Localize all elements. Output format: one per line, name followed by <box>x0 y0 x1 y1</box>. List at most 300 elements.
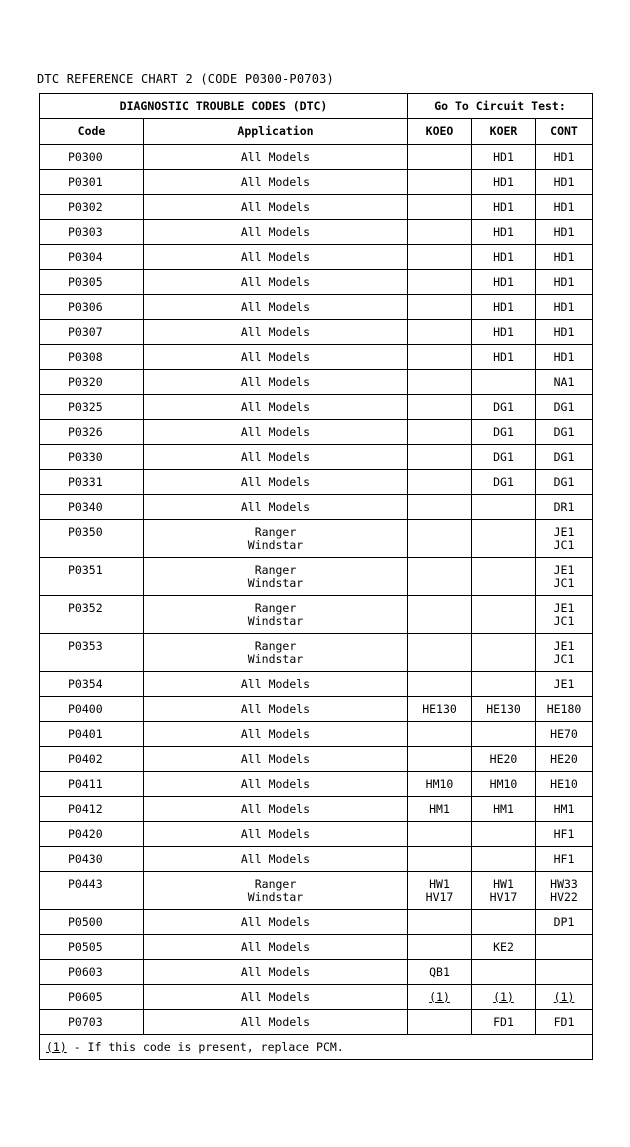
dtc-code-cell: P0304 <box>40 245 144 270</box>
app-value: All Models <box>240 200 311 214</box>
koer-value: KE2 <box>493 940 514 954</box>
koer-value: HD1 <box>493 350 514 364</box>
app-value: Windstar <box>247 537 304 552</box>
table-row <box>40 558 593 596</box>
app-value: All Models <box>240 275 311 289</box>
koeo-cell <box>408 395 472 420</box>
koer-value: (1) <box>493 990 514 1004</box>
cont-value: DG1 <box>553 425 575 439</box>
koer-cell <box>472 722 536 747</box>
app-value: All Models <box>240 375 311 389</box>
cont-cell <box>536 672 593 697</box>
cont-cell <box>536 772 593 797</box>
cont-cell <box>536 195 593 220</box>
cont-cell <box>536 295 593 320</box>
table-row <box>40 220 593 245</box>
cont-value: JC1 <box>553 651 575 666</box>
app-cell <box>144 697 408 722</box>
koeo-cell <box>408 797 472 822</box>
app-cell <box>144 960 408 985</box>
koer-value: HD1 <box>493 200 514 214</box>
koeo-cell <box>408 634 472 672</box>
app-cell <box>144 145 408 170</box>
app-value: All Models <box>240 752 311 766</box>
dtc-code-cell: P0331 <box>40 470 144 495</box>
cont-value: HD1 <box>553 200 575 214</box>
koer-value: FD1 <box>493 1015 514 1029</box>
koer-value: HM1 <box>493 802 514 816</box>
dtc-code-cell: P0353 <box>40 634 144 672</box>
cont-cell <box>536 245 593 270</box>
cont-value: JC1 <box>553 537 575 552</box>
footnote-text: - If this code is present, replace PCM. <box>66 1039 344 1054</box>
app-value: Ranger <box>254 877 297 891</box>
application-column-header: Application <box>144 119 408 145</box>
cont-value: HD1 <box>553 150 575 164</box>
dtc-code-cell: P0412 <box>40 797 144 822</box>
cont-value: DG1 <box>553 475 575 489</box>
cont-cell <box>536 960 593 985</box>
dtc-code-cell: P0400 <box>40 697 144 722</box>
table-row <box>40 195 593 220</box>
cont-value: JE1 <box>553 525 575 539</box>
koer-value: HD1 <box>493 225 514 239</box>
app-value: All Models <box>240 1015 311 1029</box>
koer-cell <box>472 822 536 847</box>
app-cell <box>144 596 408 634</box>
cont-value: JC1 <box>553 575 575 590</box>
koer-value: DG1 <box>493 425 514 439</box>
koer-cell <box>472 445 536 470</box>
koeo-cell <box>408 822 472 847</box>
app-value: All Models <box>240 852 311 866</box>
koer-value: HD1 <box>493 275 514 289</box>
app-cell <box>144 722 408 747</box>
table-row <box>40 445 593 470</box>
table-row <box>40 697 593 722</box>
cont-cell <box>536 520 593 558</box>
table-row <box>40 822 593 847</box>
koeo-cell <box>408 985 472 1010</box>
dtc-code-cell: P0325 <box>40 395 144 420</box>
app-cell <box>144 847 408 872</box>
koeo-cell <box>408 558 472 596</box>
app-value: All Models <box>240 965 311 979</box>
app-value: All Models <box>240 400 311 414</box>
table-row <box>40 470 593 495</box>
table-row <box>40 797 593 822</box>
koer-value: HD1 <box>493 250 514 264</box>
koeo-cell <box>408 910 472 935</box>
cont-value: FD1 <box>553 1015 575 1029</box>
koer-value: HE130 <box>486 702 521 716</box>
koer-cell <box>472 697 536 722</box>
table-row <box>40 935 593 960</box>
dtc-code-cell: P0505 <box>40 935 144 960</box>
koer-cell <box>472 910 536 935</box>
koeo-cell <box>408 245 472 270</box>
app-value: Windstar <box>247 651 304 666</box>
koeo-value: HM10 <box>425 777 454 791</box>
cont-value: DP1 <box>553 915 575 929</box>
cont-cell <box>536 220 593 245</box>
cont-value: HW33 <box>550 877 578 891</box>
app-cell <box>144 558 408 596</box>
table-row <box>40 320 593 345</box>
dtc-code-cell: P0354 <box>40 672 144 697</box>
app-cell <box>144 772 408 797</box>
cont-cell <box>536 935 593 960</box>
cont-cell <box>536 822 593 847</box>
table-row <box>40 295 593 320</box>
koeo-value: HE130 <box>422 702 457 716</box>
koer-cell <box>472 772 536 797</box>
koeo-cell <box>408 270 472 295</box>
table-row <box>40 722 593 747</box>
app-cell <box>144 445 408 470</box>
cont-value: HF1 <box>553 827 575 841</box>
cont-value: HE10 <box>550 777 578 791</box>
cont-cell <box>536 985 593 1010</box>
app-cell <box>144 320 408 345</box>
app-value: Ranger <box>254 563 297 577</box>
koeo-cell <box>408 935 472 960</box>
koeo-cell <box>408 722 472 747</box>
app-value: All Models <box>240 350 311 364</box>
cont-cell <box>536 847 593 872</box>
cont-cell <box>536 395 593 420</box>
cont-value: NA1 <box>553 375 575 389</box>
koeo-cell <box>408 847 472 872</box>
dtc-code-cell: P0350 <box>40 520 144 558</box>
table-row <box>40 345 593 370</box>
app-cell <box>144 270 408 295</box>
cont-value: HD1 <box>553 275 575 289</box>
table-row <box>40 596 593 634</box>
cont-value: JE1 <box>553 639 575 653</box>
koer-value: HW1 <box>493 877 514 891</box>
dtc-code-cell: P0326 <box>40 420 144 445</box>
app-value: All Models <box>240 915 311 929</box>
koer-value: HM10 <box>489 777 518 791</box>
app-cell <box>144 295 408 320</box>
koer-cell <box>472 747 536 772</box>
app-cell <box>144 747 408 772</box>
koer-cell <box>472 245 536 270</box>
table-row <box>40 245 593 270</box>
koer-value: DG1 <box>493 400 514 414</box>
koer-cell <box>472 520 536 558</box>
app-value: All Models <box>240 425 311 439</box>
cont-value: JC1 <box>553 613 575 628</box>
koer-cell <box>472 797 536 822</box>
cont-value: HD1 <box>553 350 575 364</box>
cont-value: HD1 <box>553 225 575 239</box>
koer-value: DG1 <box>493 450 514 464</box>
dtc-code-cell: P0308 <box>40 345 144 370</box>
koeo-cell <box>408 772 472 797</box>
cont-cell <box>536 722 593 747</box>
koeo-cell <box>408 960 472 985</box>
cont-cell <box>536 145 593 170</box>
koeo-cell <box>408 872 472 910</box>
dtc-code-cell: P0300 <box>40 145 144 170</box>
cont-column-header: CONT <box>536 119 593 145</box>
dtc-code-cell: P0307 <box>40 320 144 345</box>
koer-cell <box>472 872 536 910</box>
table-row <box>40 170 593 195</box>
dtc-group-header: DIAGNOSTIC TROUBLE CODES (DTC) <box>40 94 408 119</box>
koer-value: DG1 <box>493 475 514 489</box>
koer-cell <box>472 470 536 495</box>
table-row <box>40 420 593 445</box>
koer-cell <box>472 495 536 520</box>
app-cell <box>144 872 408 910</box>
koer-cell <box>472 370 536 395</box>
koer-cell <box>472 847 536 872</box>
cont-value: HD1 <box>553 300 575 314</box>
cont-cell <box>536 697 593 722</box>
app-value: All Models <box>240 727 311 741</box>
koeo-cell <box>408 596 472 634</box>
app-value: All Models <box>240 225 311 239</box>
koer-value: HE20 <box>489 752 518 766</box>
koer-cell <box>472 195 536 220</box>
koer-cell <box>472 634 536 672</box>
dtc-code-cell: P0500 <box>40 910 144 935</box>
cont-value: JE1 <box>553 563 575 577</box>
cont-value: JE1 <box>553 677 575 691</box>
dtc-code-cell: P0603 <box>40 960 144 985</box>
koeo-value: (1) <box>429 990 450 1004</box>
table-row <box>40 672 593 697</box>
koeo-value: HW1 <box>429 877 450 891</box>
cont-cell <box>536 634 593 672</box>
dtc-code-cell: P0443 <box>40 872 144 910</box>
dtc-code-cell: P0605 <box>40 985 144 1010</box>
app-value: All Models <box>240 475 311 489</box>
koeo-cell <box>408 697 472 722</box>
koeo-cell <box>408 295 472 320</box>
cont-cell <box>536 170 593 195</box>
app-cell <box>144 170 408 195</box>
circuit-test-group-header: Go To Circuit Test: <box>408 94 593 119</box>
koer-value: HV17 <box>489 889 518 904</box>
table-row <box>40 872 593 910</box>
app-cell <box>144 822 408 847</box>
koeo-cell <box>408 170 472 195</box>
dtc-code-cell: P0306 <box>40 295 144 320</box>
app-value: All Models <box>240 990 311 1004</box>
app-cell <box>144 420 408 445</box>
cont-cell <box>536 797 593 822</box>
chart-title: DTC REFERENCE CHART 2 (CODE P0300-P0703) <box>37 72 334 86</box>
app-value: All Models <box>240 802 311 816</box>
koer-cell <box>472 170 536 195</box>
app-cell <box>144 935 408 960</box>
koer-cell <box>472 596 536 634</box>
app-cell <box>144 910 408 935</box>
table-row <box>40 772 593 797</box>
dtc-code-cell: P0330 <box>40 445 144 470</box>
app-cell <box>144 220 408 245</box>
table-row <box>40 520 593 558</box>
koeo-cell <box>408 420 472 445</box>
koeo-cell <box>408 145 472 170</box>
table-row <box>40 370 593 395</box>
cont-value: (1) <box>553 990 575 1004</box>
koer-value: HD1 <box>493 300 514 314</box>
app-cell <box>144 345 408 370</box>
cont-value: DG1 <box>553 400 575 414</box>
koeo-cell <box>408 370 472 395</box>
koer-cell <box>472 320 536 345</box>
koer-cell <box>472 220 536 245</box>
app-value: Ranger <box>254 639 297 653</box>
koer-cell <box>472 985 536 1010</box>
koeo-cell <box>408 747 472 772</box>
table-row <box>40 1010 593 1035</box>
dtc-code-cell: P0301 <box>40 170 144 195</box>
cont-value: HM1 <box>553 802 575 816</box>
app-value: All Models <box>240 175 311 189</box>
app-cell <box>144 495 408 520</box>
dtc-code-cell: P0320 <box>40 370 144 395</box>
dtc-code-cell: P0402 <box>40 747 144 772</box>
cont-value: JE1 <box>553 601 575 615</box>
cont-value: HE20 <box>550 752 578 766</box>
footnote-marker: (1) <box>46 1039 67 1054</box>
app-value: All Models <box>240 500 311 514</box>
cont-cell <box>536 370 593 395</box>
dtc-reference-table <box>39 93 593 1060</box>
koeo-column-header: KOEO <box>408 119 472 145</box>
table-row <box>40 847 593 872</box>
koeo-cell <box>408 195 472 220</box>
dtc-code-cell: P0352 <box>40 596 144 634</box>
table-row <box>40 960 593 985</box>
app-value: All Models <box>240 250 311 264</box>
app-cell <box>144 370 408 395</box>
cont-cell <box>536 596 593 634</box>
app-value: Ranger <box>254 601 297 615</box>
koer-cell <box>472 345 536 370</box>
cont-cell <box>536 558 593 596</box>
cont-cell <box>536 420 593 445</box>
app-cell <box>144 470 408 495</box>
table-row <box>40 747 593 772</box>
dtc-code-cell: P0401 <box>40 722 144 747</box>
cont-cell <box>536 495 593 520</box>
cont-cell <box>536 445 593 470</box>
dtc-table-body <box>40 145 593 1035</box>
koer-cell <box>472 960 536 985</box>
app-cell <box>144 1010 408 1035</box>
koeo-cell <box>408 495 472 520</box>
koeo-value: HV17 <box>425 889 454 904</box>
koer-cell <box>472 270 536 295</box>
table-row <box>40 634 593 672</box>
dtc-code-cell: P0351 <box>40 558 144 596</box>
app-value: All Models <box>240 677 311 691</box>
app-cell <box>144 245 408 270</box>
app-cell <box>144 672 408 697</box>
app-cell <box>144 985 408 1010</box>
dtc-code-cell: P0420 <box>40 822 144 847</box>
app-value: Windstar <box>247 889 304 904</box>
koeo-cell <box>408 672 472 697</box>
cont-value: HV22 <box>550 889 578 904</box>
table-row <box>40 270 593 295</box>
table-row <box>40 395 593 420</box>
app-cell <box>144 395 408 420</box>
cont-value: DR1 <box>553 500 575 514</box>
app-value: All Models <box>240 325 311 339</box>
dtc-code-cell: P0303 <box>40 220 144 245</box>
koer-cell <box>472 558 536 596</box>
dtc-code-cell: P0305 <box>40 270 144 295</box>
cont-value: DG1 <box>553 450 575 464</box>
koeo-cell <box>408 520 472 558</box>
cont-value: HD1 <box>553 175 575 189</box>
app-cell <box>144 634 408 672</box>
app-cell <box>144 195 408 220</box>
table-row <box>40 985 593 1010</box>
koeo-cell <box>408 320 472 345</box>
table-row <box>40 910 593 935</box>
koeo-cell <box>408 470 472 495</box>
cont-cell <box>536 747 593 772</box>
app-value: Windstar <box>247 613 304 628</box>
dtc-code-cell: P0340 <box>40 495 144 520</box>
koer-cell <box>472 1010 536 1035</box>
app-value: Windstar <box>247 575 304 590</box>
cont-cell <box>536 270 593 295</box>
koeo-cell <box>408 445 472 470</box>
koer-cell <box>472 420 536 445</box>
app-cell <box>144 520 408 558</box>
app-value: All Models <box>240 940 311 954</box>
cont-value: HD1 <box>553 250 575 264</box>
app-value: All Models <box>240 777 311 791</box>
app-value: All Models <box>240 450 311 464</box>
koer-cell <box>472 935 536 960</box>
koeo-cell <box>408 345 472 370</box>
app-value: All Models <box>240 300 311 314</box>
cont-cell <box>536 910 593 935</box>
cont-value: HE70 <box>550 727 578 741</box>
dtc-code-cell: P0430 <box>40 847 144 872</box>
cont-value: HE180 <box>546 702 582 716</box>
koer-value: HD1 <box>493 325 514 339</box>
koer-value: HD1 <box>493 150 514 164</box>
koeo-value: HM1 <box>429 802 450 816</box>
app-cell <box>144 797 408 822</box>
cont-cell <box>536 872 593 910</box>
table-row <box>40 495 593 520</box>
koer-cell <box>472 395 536 420</box>
cont-cell <box>536 320 593 345</box>
cont-cell <box>536 345 593 370</box>
koer-column-header: KOER <box>472 119 536 145</box>
app-value: All Models <box>240 150 311 164</box>
cont-value: HF1 <box>553 852 575 866</box>
cont-cell <box>536 1010 593 1035</box>
dtc-code-cell: P0302 <box>40 195 144 220</box>
app-value: All Models <box>240 702 311 716</box>
footnote <box>40 1035 593 1060</box>
cont-value: HD1 <box>553 325 575 339</box>
